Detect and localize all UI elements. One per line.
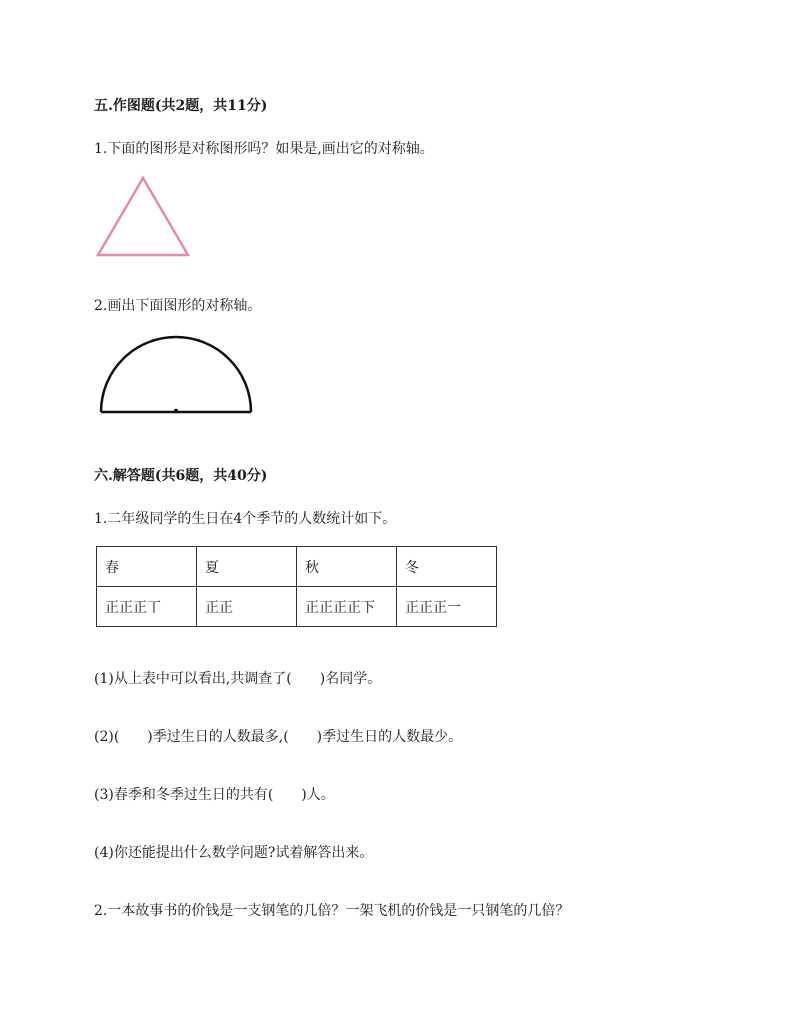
table-header-cell: 夏	[197, 547, 297, 587]
table-header-cell: 春	[97, 547, 197, 587]
table-tally-cell: 正正正正下	[297, 587, 397, 627]
table-header-cell: 秋	[297, 547, 397, 587]
table-tally-cell: 正正	[197, 587, 297, 627]
question-5-1: 1.下面的图形是对称图形吗？如果是,画出它的对称轴。	[94, 141, 434, 157]
table-tally-cell: 正正正一	[397, 587, 497, 627]
semicircle-figure	[98, 334, 256, 416]
table-row	[97, 587, 497, 627]
triangle-shape	[98, 178, 188, 255]
table-header-row	[97, 547, 497, 587]
question-6-1: 1.二年级同学的生日在4个季节的人数统计如下。	[94, 511, 397, 527]
sub-question-2: (2)( )季过生日的人数最多,( )季过生日的人数最少。	[94, 729, 463, 745]
sub-question-3: (3)春季和冬季过生日的共有( )人。	[94, 787, 335, 803]
semicircle-arc	[101, 337, 251, 412]
birthday-season-table	[96, 546, 497, 627]
section-5-heading: 五.作图题(共2题，共11分)	[94, 98, 268, 114]
sub-question-1: (1)从上表中可以看出,共调查了( )名同学。	[94, 671, 382, 687]
triangle-figure	[96, 175, 191, 259]
table-header-cell: 冬	[397, 547, 497, 587]
sub-question-4: (4)你还能提出什么数学问题?试着解答出来。	[94, 845, 374, 861]
semicircle-center-dot	[174, 409, 178, 413]
table-tally-cell: 正正正丅	[97, 587, 197, 627]
question-6-2: 2.一本故事书的价钱是一支钢笔的几倍？一架飞机的价钱是一只钢笔的几倍？	[94, 903, 570, 919]
question-5-2: 2.画出下面图形的对称轴。	[94, 298, 262, 314]
section-6-heading: 六.解答题(共6题，共40分)	[94, 468, 268, 484]
